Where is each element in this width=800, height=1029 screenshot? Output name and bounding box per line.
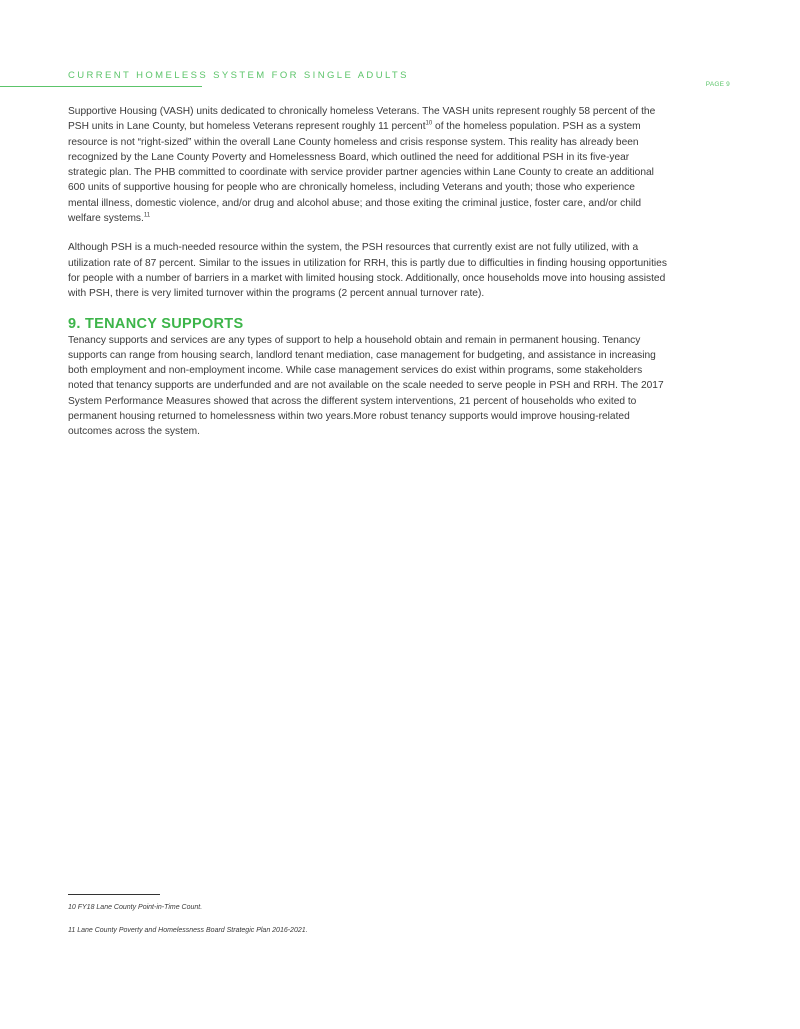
section-heading-tenancy-supports: 9. TENANCY SUPPORTS: [68, 315, 244, 332]
footnote-11: 11 Lane County Poverty and Homelessness Board Strategic Plan 2016-2021.: [68, 927, 308, 934]
footnote-10: 10 FY18 Lane County Point-in-Time Count.: [68, 904, 203, 911]
paragraph-tenancy-supports: Tenancy supports and services are any types of support to help a household obtain and remain in permanent housing. Tenancy supports can range from housing search, landlord tenant mediation, case management for budgeting, and assistance in increasing both employment and non-employment income. While case management services do exist within programs, some stakeholders noted that tenancy supports are underfunded and are not available on the scale needed to serve people in PSH and RRH. The 2017 System Performance Measures showed that across the different system interventions, 21 percent of households who exited to permanent housing returned to homelessness within two years.More robust tenancy supports would improve housing-related outcomes across the system.: [68, 334, 664, 438]
paragraph-vash-text-2: of the homeless population. PSH as a system resource is not “right-sized” within the overall Lane County homeless and crisis response system. This reality has already been recognized by the Lane County Poverty and Homelessness Board, which outlined the need for additional PSH in its five-year strategic plan. The PHB committed to coordinate with service provider partner agencies within Lane County to create an additional 600 units of supportive housing for people who are chronically homeless, including Veterans and youth; those who experience mental illness, domestic violence, and/or drug and alcohol abuse; and those exiting the criminal justice, foster care, and/or child welfare systems.: [68, 121, 654, 225]
footnote-ref-10: 10: [425, 120, 433, 127]
footnote-divider: [68, 894, 160, 895]
paragraph-psh-utilization: Although PSH is a much-needed resource within the system, the PSH resources that currently exist are not fully utilized, with a utilization rate of 87 percent. Similar to the issues in utilization for RRH, this is partly due to difficulties in finding housing opportunities for people with a number of barriers in a market with limited housing stock. Additionally, once households move into housing assisted with PSH, there is very limited turnover within the programs (2 percent annual turnover rate).: [68, 242, 667, 300]
footnote-ref-11: 11: [143, 212, 151, 219]
page-number: PAGE 9: [705, 81, 730, 88]
main-content: [68, 104, 668, 440]
paragraph-vash: [68, 104, 668, 226]
running-header: CURRENT HOMELESS SYSTEM FOR SINGLE ADULTS: [68, 70, 409, 81]
paragraph-vash-text-1: Supportive Housing (VASH) units dedicated to chronically homeless Veterans. The VASH units represent roughly 58 percent of the PSH units in Lane County, but homeless Veterans represent roughly 11 percent: [68, 106, 656, 133]
header-divider: [0, 86, 202, 87]
